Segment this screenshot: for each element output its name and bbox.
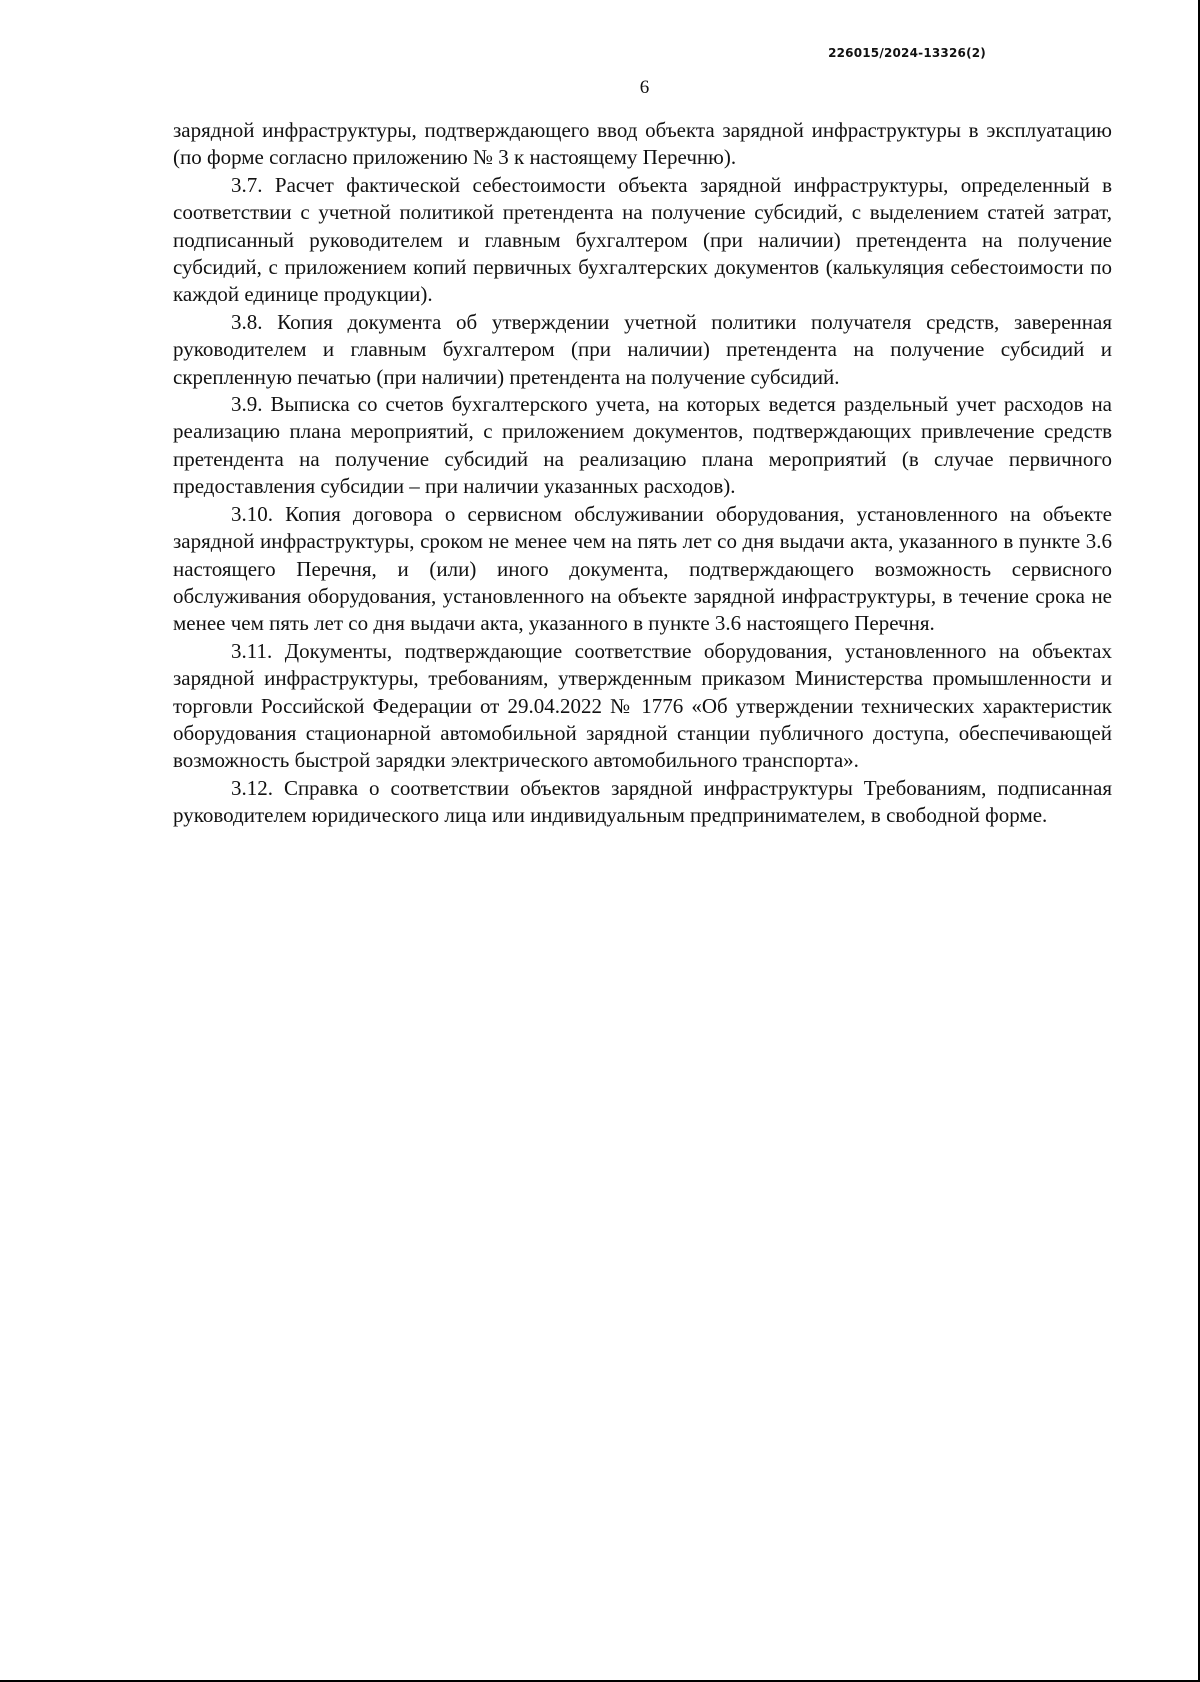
paragraph-3-9: 3.9. Выписка со счетов бухгалтерского учета, на которых ведется раздельный учет расходов на реализацию плана мероприятий, с приложением документов, подтверждающих привлечение средств претендента на получение субсидий на реализацию плана мероприятий (в случае первичного предоставления субсидии – при наличии указанных расходов).: [173, 392, 1112, 499]
document-body: [173, 117, 1112, 830]
document-registration-number: 226015/2024-13326(2): [828, 46, 986, 60]
paragraph-3-11: 3.11. Документы, подтверждающие соответствие оборудования, установленного на объектах зарядной инфраструктуры, требованиям, утвержденным приказом Министерства промышленности и торговли Российской Федерации от 29.04.2022 № 1776 «Об утверждении технических характеристик оборудования стационарной автомобильной зарядной станции публичного доступа, обеспечивающей возможность быстрой зарядки электрического автомобильного транспорта».: [173, 638, 1112, 773]
page-number: 6: [639, 77, 650, 98]
paragraph-3-10: 3.10. Копия договора о сервисном обслуживании оборудования, установленного на объекте зарядной инфраструктуры, сроком не менее чем на пять лет со дня выдачи акта, указанного в пункте 3.6 настоящего Перечня, и (или) иного документа, подтверждающего возможность сервисного обслуживания оборудования, установленного на объекте зарядной инфраструктуры, в течение срока не менее чем пять лет со дня выдачи акта, указанного в пункте 3.6 настоящего Перечня.: [173, 501, 1112, 636]
paragraph-3-7: 3.7. Расчет фактической себестоимости объекта зарядной инфраструктуры, определенный в соответствии с учетной политикой претендента на получение субсидий, с выделением статей затрат, подписанный руководителем и главным бухгалтером (при наличии) претендента на получение субсидий, с приложением копий первичных бухгалтерских документов (калькуляция себестоимости по каждой единице продукции).: [173, 172, 1112, 307]
paragraph-3-8: 3.8. Копия документа об утверждении учетной политики получателя средств, заверенная руководителем и главным бухгалтером (при наличии) претендента на получение субсидий и скрепленную печатью (при наличии) претендента на получение субсидий.: [173, 309, 1112, 389]
paragraph-continuation: зарядной инфраструктуры, подтверждающего ввод объекта зарядной инфраструктуры в эксплуатацию (по форме согласно приложению № 3 к настоящему Перечню).: [173, 118, 1112, 170]
paragraph-3-12: 3.12. Справка о соответствии объектов зарядной инфраструктуры Требованиям, подписанная руководителем юридического лица или индивидуальным предпринимателем, в свободной форме.: [173, 775, 1112, 828]
